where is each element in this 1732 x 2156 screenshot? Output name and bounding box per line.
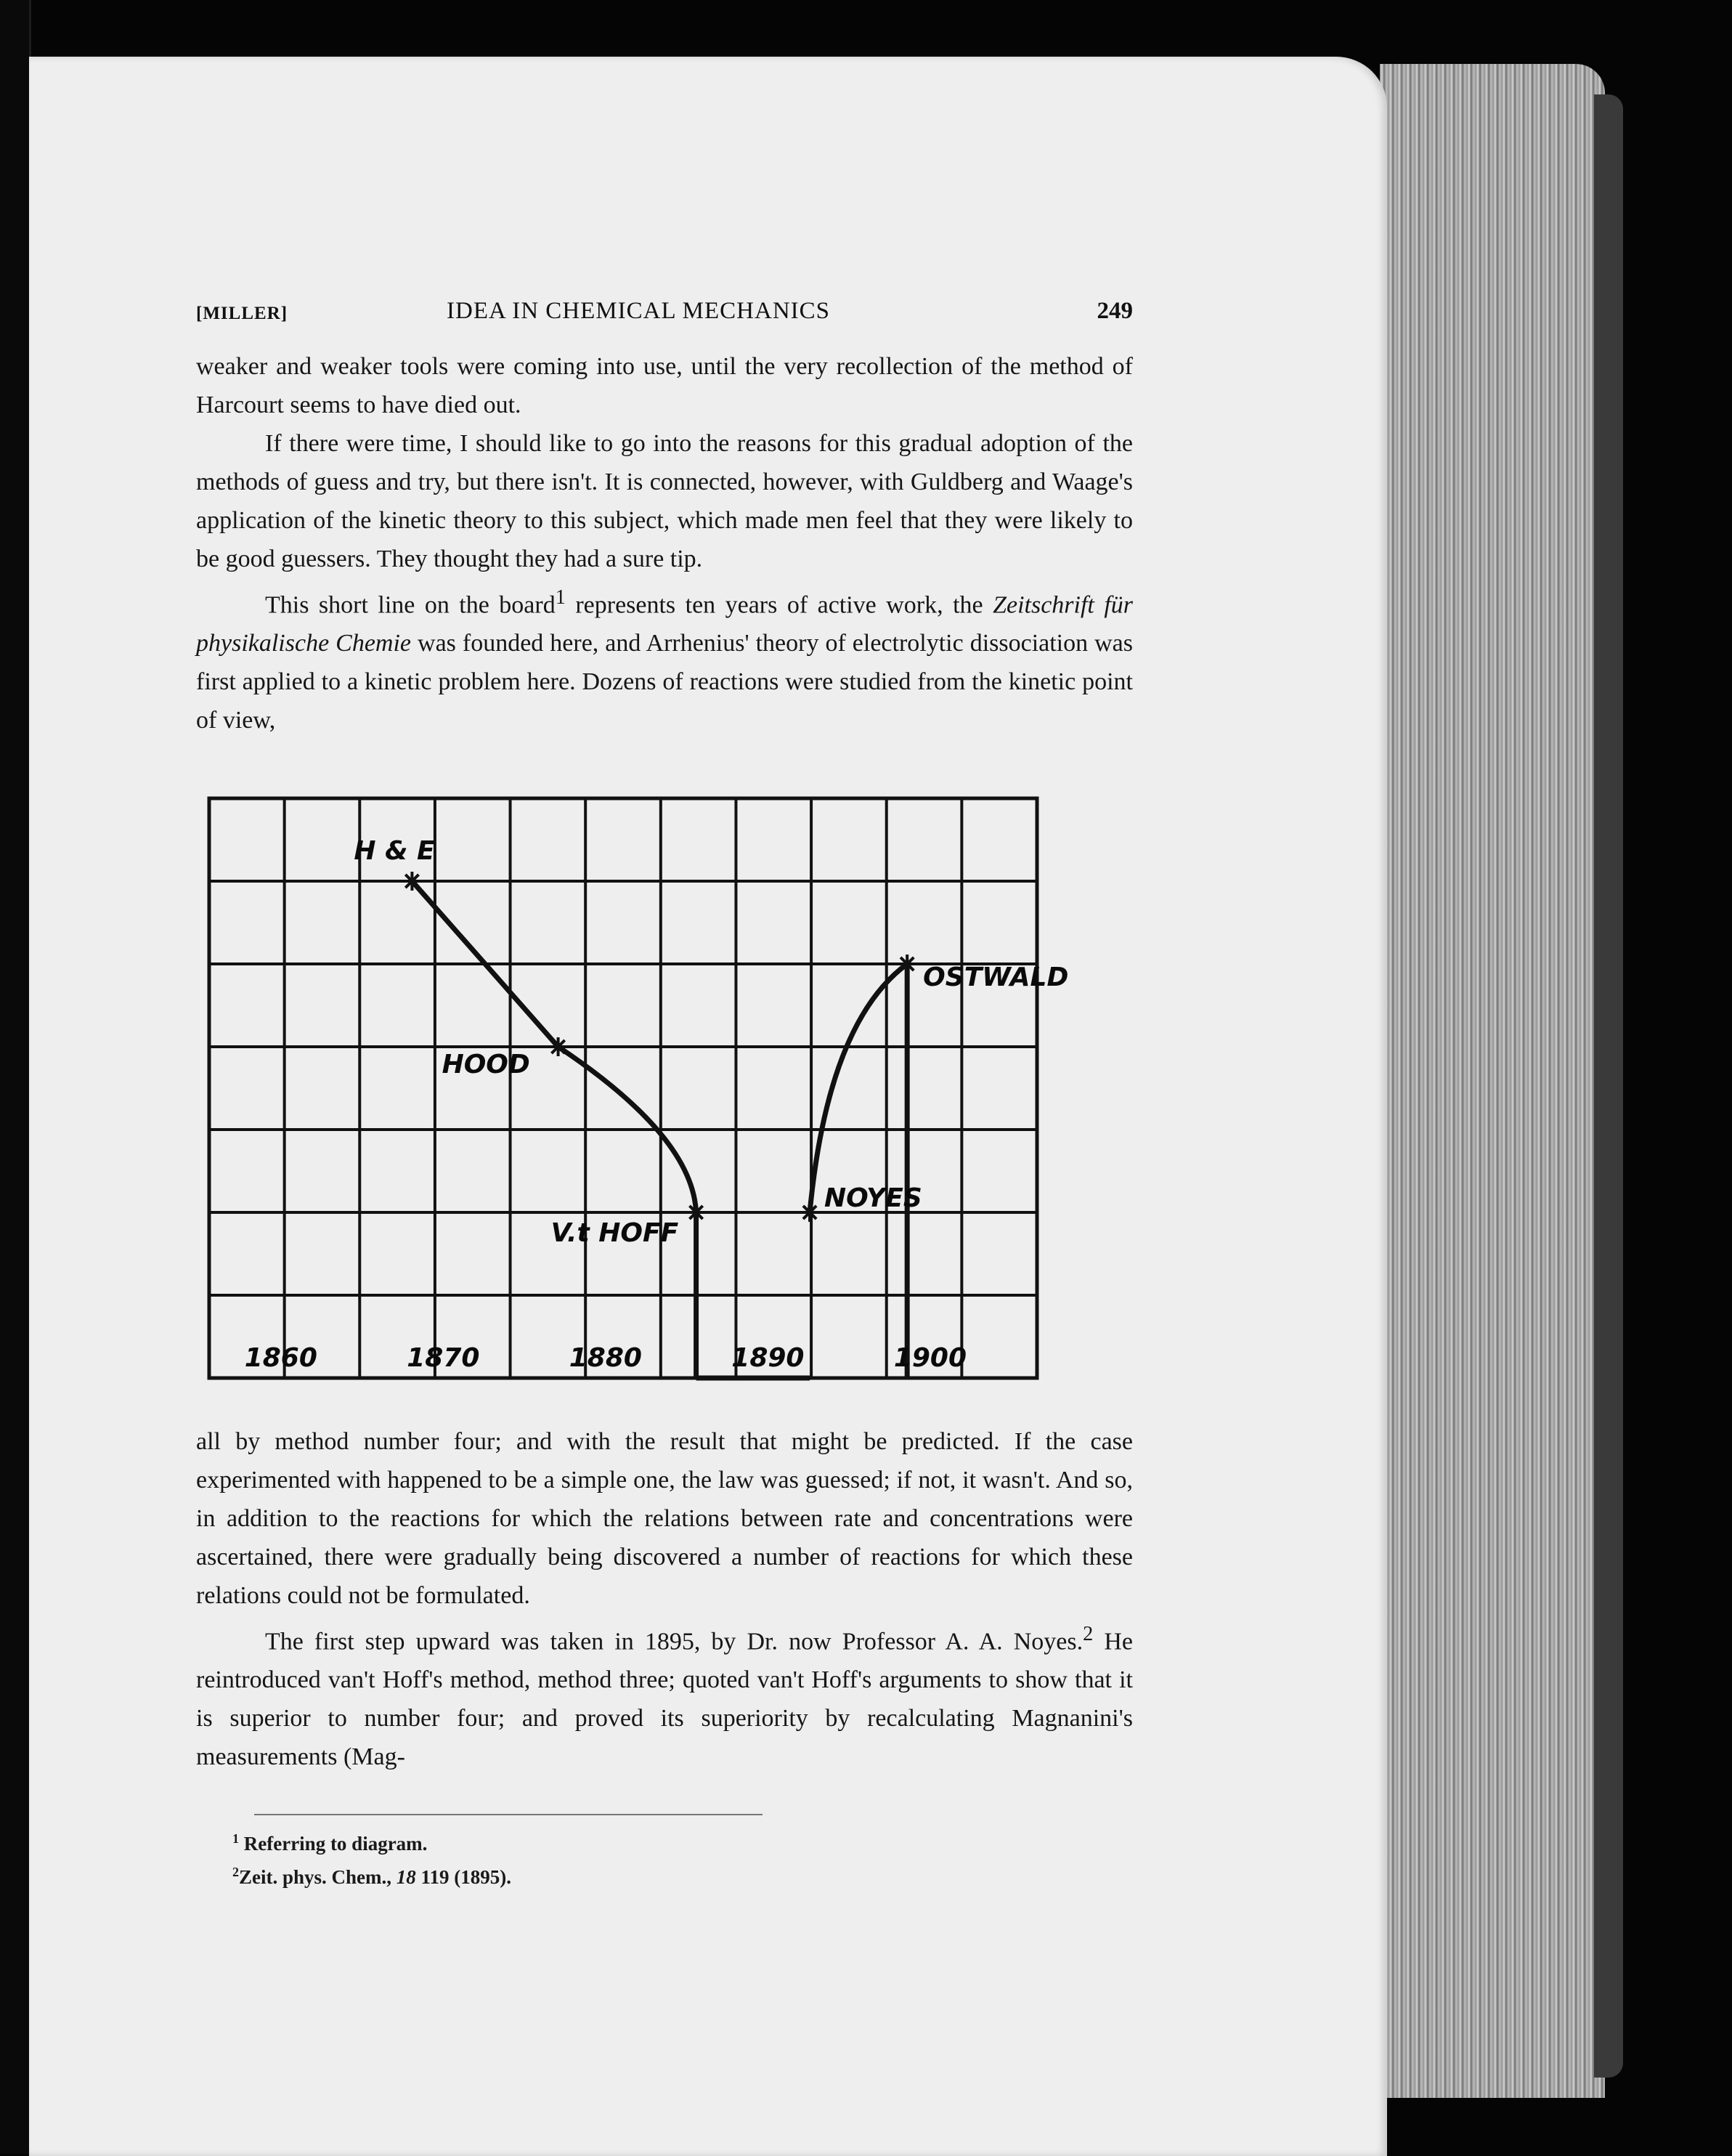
- annotation-label: NOYES: [824, 1183, 922, 1213]
- footnote-mark-1: 1: [232, 1831, 239, 1846]
- data-point-mark: [898, 955, 916, 973]
- annotation-label: OSTWALD: [923, 962, 1069, 992]
- header-title: IDEA IN CHEMICAL MECHANICS: [447, 298, 831, 324]
- history-diagram: [206, 795, 1136, 1391]
- left-page-edge: [0, 0, 31, 2154]
- body-text-top: [196, 347, 1133, 739]
- footnote-text-1: Referring to diagram.: [243, 1833, 428, 1855]
- body-text-bottom: [196, 1422, 1133, 1776]
- x-tick-label: 1860: [244, 1343, 317, 1373]
- p3-end: was founded here, and Arrhenius' theory of electrolytic dissociation was first applied to a kinetic problem here. Dozens of reactions were studied from the kinetic point of view,: [196, 630, 1133, 734]
- series-line-2: [810, 964, 907, 1212]
- p3-start: This short line on the board: [265, 591, 556, 619]
- paragraph-3: [196, 578, 1133, 739]
- x-tick-label: 1880: [569, 1343, 642, 1373]
- p3-mid: represents ten years of active work, the: [565, 591, 993, 619]
- footnote-mark-2: 2: [232, 1865, 239, 1879]
- x-tick-label: 1890: [731, 1343, 805, 1373]
- annotation-label: HOOD: [442, 1050, 530, 1079]
- paragraph-5: [196, 1615, 1133, 1776]
- data-point-mark: [687, 1203, 706, 1222]
- p5-start: The first step upward was taken in 1895, by Dr. now Professor A. A. Noyes.: [265, 1628, 1083, 1655]
- annotation-label: H & E: [354, 836, 435, 866]
- p5-end: He reintroduced van't Hoff's method, method three; quoted van't Hoff's arguments to show that it is superior to number four; and proved its superiority by recalculating Magnanini's measurements (Mag-: [196, 1628, 1133, 1771]
- footnote-ref-1: 1: [555, 586, 566, 609]
- footnote-2: [232, 1858, 959, 1892]
- diagram-svg: [206, 795, 1136, 1391]
- footnote-volume: 18: [396, 1866, 416, 1888]
- paragraph-4: all by method number four; and with the result that might be predicted. If the case experimented with happened to be a simple one, the law was guessed; if not, it wasn't. And so, in addition to the reactions for which the relations between rate and concentrations were ascertained, there were gradually being discovered a number of reactions for which these relations could not be formulated.: [196, 1428, 1133, 1609]
- book-page-edges: [1380, 64, 1605, 2098]
- book-cover-edge: [1594, 94, 1623, 2078]
- data-point-mark: [549, 1037, 568, 1056]
- plot-frame: [209, 798, 1037, 1378]
- paragraph-1: weaker and weaker tools were coming into use, until the very recollection of the method of Harcourt seems to have died out.: [196, 353, 1133, 418]
- journal-title: Zeitschrift für physikalische Chemie: [196, 591, 1134, 657]
- page-number: 249: [1097, 298, 1133, 324]
- footnote-rule: [254, 1814, 763, 1815]
- data-point-mark: [800, 1203, 819, 1222]
- header-author: [MILLER]: [196, 304, 288, 323]
- paragraph-2: If there were time, I should like to go into the reasons for this gradual adoption of the methods of guess and try, but there isn't. It is connected, however, with Guldberg and Waage's application of the kinetic theory to this subject, which made men feel that they were likely to be good guessers. They thought they had a sure tip.: [196, 430, 1133, 572]
- footnote-text-2-end: 119 (1895).: [415, 1866, 512, 1888]
- data-point-mark: [402, 872, 421, 891]
- x-tick-label: 1900: [893, 1343, 967, 1373]
- footnote-text-2: Zeit. phys. Chem.,: [239, 1866, 397, 1888]
- x-tick-label: 1870: [407, 1343, 480, 1373]
- footnotes: [232, 1825, 959, 1892]
- annotation-label: V.t HOFF: [550, 1218, 679, 1248]
- footnote-1: [232, 1825, 959, 1858]
- running-head: [196, 298, 1133, 334]
- footnote-ref-2: 2: [1083, 1623, 1094, 1645]
